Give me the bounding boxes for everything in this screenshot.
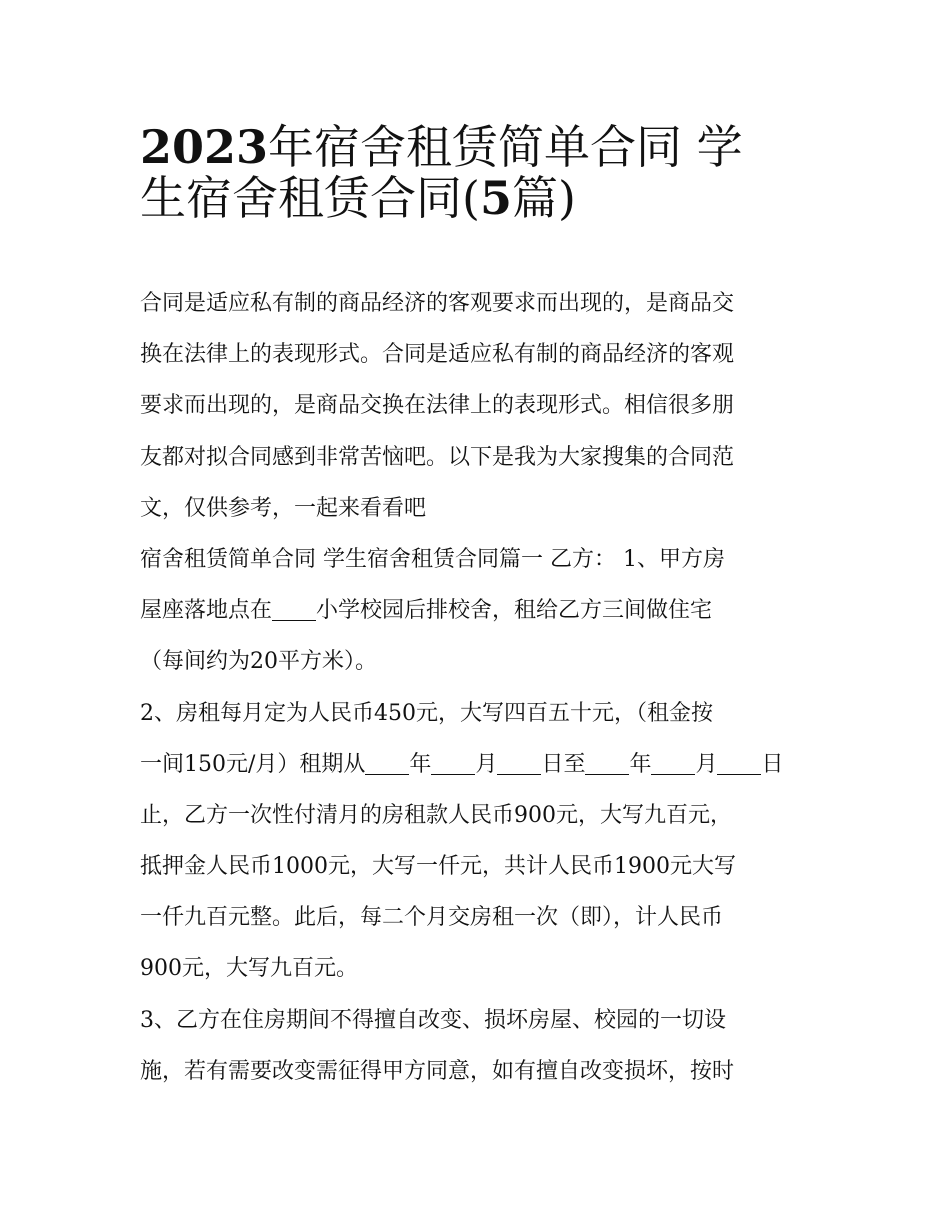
body-line: 换在法律上的表现形式。合同是适应私有制的商品经济的客观: [140, 342, 735, 368]
body-text: 屋座落地点在: [140, 598, 273, 624]
body-line: 止，乙方一次性付清月的房租款人民币900元，大写九百元，: [140, 802, 732, 828]
body-text: 日至: [541, 751, 586, 777]
body-line: 抵押金人民币1000元，大写一仟元，共计人民币1900元大写: [140, 854, 736, 880]
document-title: [140, 112, 840, 226]
body-line: 900元，大写九百元。: [140, 956, 358, 982]
body-text: 一间150元/月）租期从: [140, 751, 366, 777]
body-line: 文，仅供参考，一起来看看吧: [140, 495, 427, 521]
body-line: 宿舍租赁简单合同 学生宿舍租赁合同篇一 乙方： 1、甲方房: [140, 546, 725, 572]
fill-in-blank: [365, 752, 409, 775]
fill-in-blank: [585, 752, 629, 775]
body-text: 小学校园后排校舍，租给乙方三间做住宅: [316, 598, 713, 624]
title-text-3: 篇): [511, 171, 576, 226]
title-text-1: 年宿舍租赁简单合同 学: [268, 120, 743, 174]
body-line: 2、房租每月定为人民币450元，大写四百五十元，（租金按: [140, 700, 713, 726]
fill-in-blank: [717, 752, 761, 775]
document-body: [140, 278, 830, 1097]
body-text: 年: [409, 751, 432, 777]
title-year: 2023: [140, 120, 269, 174]
body-line: 3、乙方在住房期间不得擅自改变、损坏房屋、校园的一切设: [140, 1007, 726, 1033]
fill-in-blank: [651, 752, 695, 775]
title-text-2: 生宿舍租赁合同(: [140, 171, 480, 226]
body-text: 月: [695, 751, 718, 777]
body-text: 日: [761, 751, 784, 777]
body-line: [140, 585, 830, 636]
title-count: 5: [479, 171, 512, 226]
title-line-1: [140, 112, 840, 174]
body-text: 月: [475, 751, 498, 777]
body-text: 年: [629, 751, 652, 777]
fill-in-blank: [431, 752, 475, 775]
fill-in-blank: [272, 598, 316, 621]
fill-in-blank: [497, 752, 541, 775]
body-line: [140, 739, 830, 790]
body-line: 施，若有需要改变需征得甲方同意，如有擅自改变损坏，按时: [140, 1058, 735, 1084]
body-line: 一仟九百元整。此后，每二个月交房租一次（即），计人民币: [140, 905, 724, 931]
body-line: 要求而出现的，是商品交换在法律上的表现形式。相信很多朋: [140, 393, 735, 419]
body-line: 友都对拟合同感到非常苦恼吧。以下是我为大家搜集的合同范: [140, 444, 735, 470]
body-line: 合同是适应私有制的商品经济的客观要求而出现的，是商品交: [140, 291, 735, 316]
body-line: （每间约为20平方米）。: [140, 649, 377, 675]
